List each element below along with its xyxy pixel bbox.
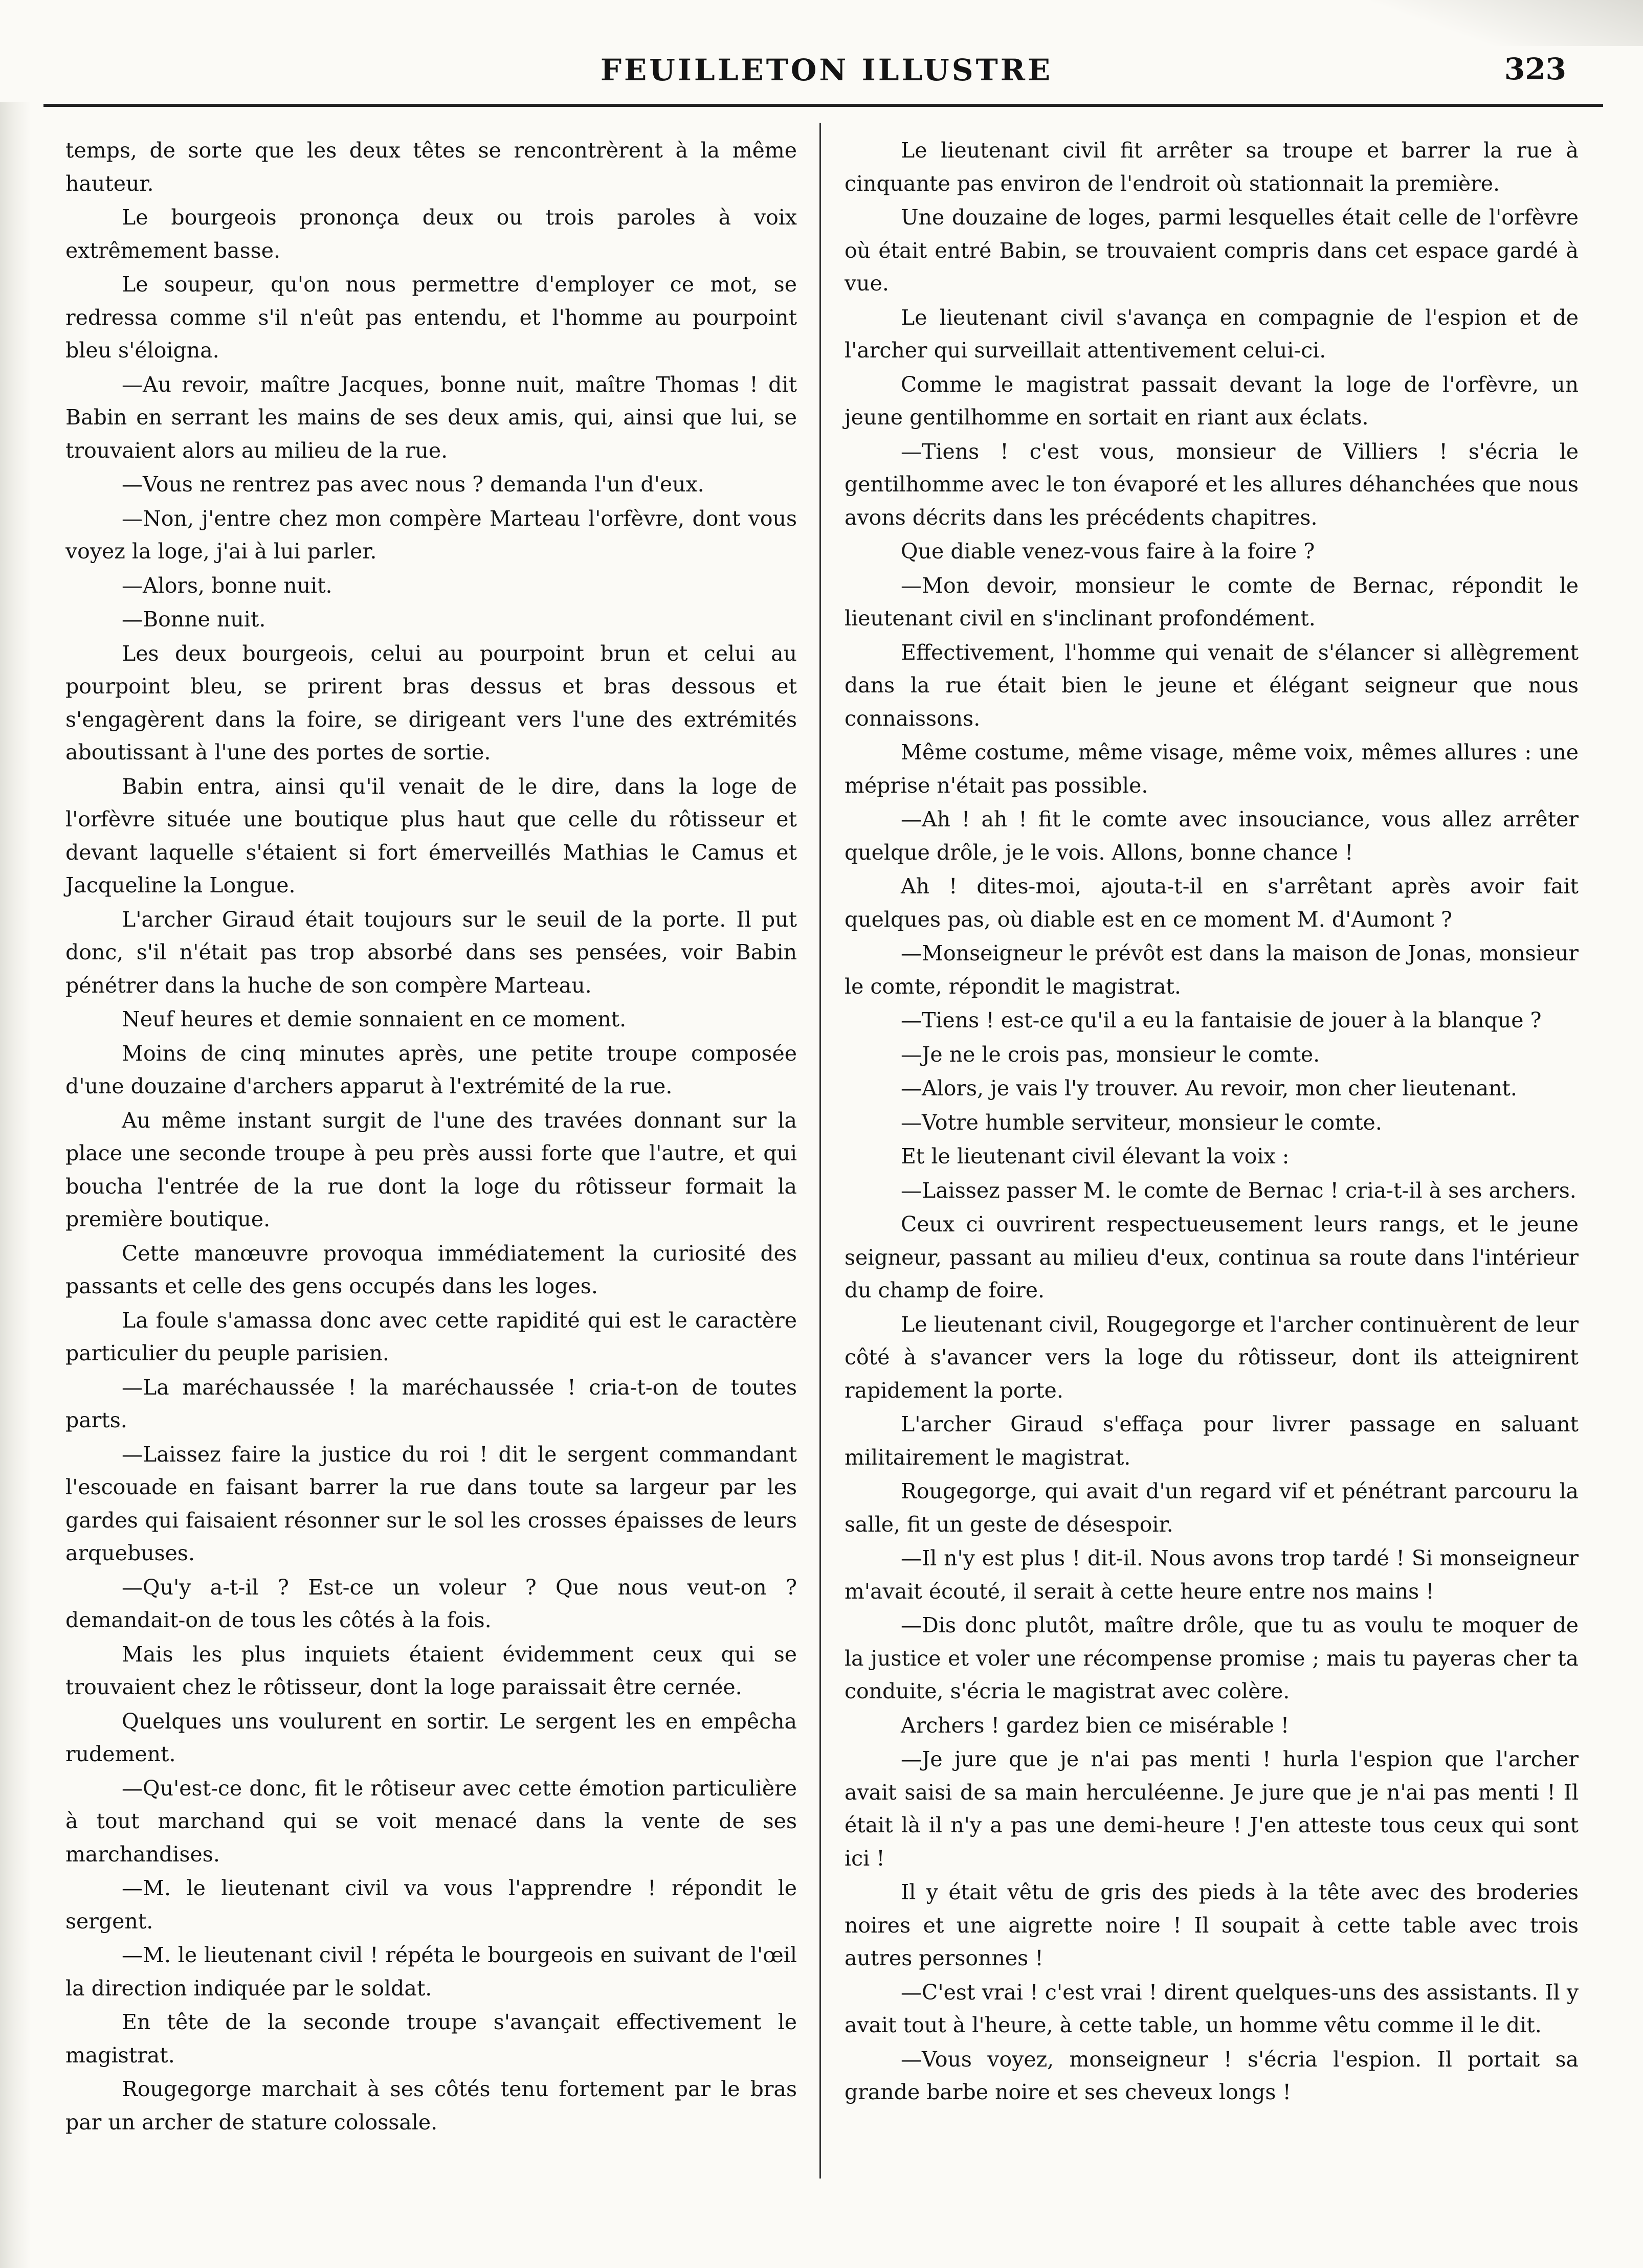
left-column xyxy=(65,134,797,2140)
column-divider xyxy=(819,123,821,2179)
header-rule xyxy=(43,104,1603,107)
paragraph: Comme le magistrat passait devant la loge de l'orfèvre, un jeune gentilhomme en sortait en riant aux éclats. xyxy=(845,372,1579,430)
paragraph: Ah ! dites-moi, ajouta-t-il en s'arrêtant après avoir fait quelques pas, où diable est en ce moment M. d'Aumont ? xyxy=(845,874,1579,932)
paragraph: —Qu'y a-t-il ? Est-ce un voleur ? Que nous veut-on ? demandait-on de tous les côtés à la fois. xyxy=(65,1575,797,1632)
paragraph: Les deux bourgeois, celui au pourpoint brun et celui au pourpoint bleu, se prirent bras dessus et bras dessous et s'engagèrent dans la foire, se dirigeant vers l'une des extrémités aboutissant à l'une des portes de sortie. xyxy=(65,641,797,765)
paragraph: Archers ! gardez bien ce misérable ! xyxy=(901,1713,1290,1738)
scanned-page-edge xyxy=(0,102,31,2268)
paragraph: Mais les plus inquiets étaient évidemment ceux qui se trouvaient chez le rôtisseur, dont la loge paraissait être cernée. xyxy=(65,1642,797,1699)
paragraph: Une douzaine de loges, parmi lesquelles était celle de l'orfèvre où était entré Babin, se trouvaient compris dans cet espace gardé à vue. xyxy=(845,205,1579,296)
paragraph: —Au revoir, maître Jacques, bonne nuit, maître Thomas ! dit Babin en serrant les mains de ses deux amis, qui, ainsi que lui, se trouvaient alors au milieu de la rue. xyxy=(65,372,797,463)
paragraph: —Il n'y est plus ! dit-il. Nous avons trop tardé ! Si monseigneur m'avait écouté, il serait à cette heure entre nos mains ! xyxy=(845,1546,1579,1604)
paragraph: Cette manœuvre provoqua immédiatement la curiosité des passants et celle des gens occupés dans les loges. xyxy=(65,1241,797,1298)
page-number: 323 xyxy=(1504,52,1566,86)
paragraph: Le lieutenant civil s'avança en compagnie de l'espion et de l'archer qui surveillait attentivement celui-ci. xyxy=(845,305,1579,363)
paragraph: —Je ne le crois pas, monsieur le comte. xyxy=(901,1042,1320,1067)
paragraph: —Votre humble serviteur, monsieur le comte. xyxy=(901,1110,1382,1135)
paragraph: Le bourgeois prononça deux ou trois paroles à voix extrêmement basse. xyxy=(65,205,797,263)
paragraph: L'archer Giraud s'effaça pour livrer passage en saluant militairement le magistrat. xyxy=(845,1412,1579,1470)
paragraph: —Je jure que je n'ai pas menti ! hurla l'espion que l'archer avait saisi de sa main herculéenne. Je jure que je n'ai pas menti ! Il était là il n'y a pas une demi-heure ! J'en atteste tous ceux qui sont ici ! xyxy=(845,1747,1579,1871)
paragraph: Même costume, même visage, même voix, mêmes allures : une méprise n'était pas possible. xyxy=(845,740,1579,798)
paragraph: —Alors, je vais l'y trouver. Au revoir, mon cher lieutenant. xyxy=(901,1076,1517,1101)
paragraph: Au même instant surgit de l'une des travées donnant sur la place une seconde troupe à peu près aussi forte que l'autre, et qui boucha l'entrée de la rue dont la loge du rôtisseur formait la première boutique. xyxy=(65,1108,797,1231)
scan-smudge xyxy=(1371,0,1643,46)
paragraph: La foule s'amassa donc avec cette rapidité qui est le caractère particulier du peuple parisien. xyxy=(65,1308,797,1365)
paragraph: Neuf heures et demie sonnaient en ce moment. xyxy=(122,1007,627,1031)
paragraph: —La maréchaussée ! la maréchaussée ! cria-t-on de toutes parts. xyxy=(65,1375,797,1432)
paragraph: Le soupeur, qu'on nous permettre d'employer ce mot, se redressa comme s'il n'eût pas entendu, et l'homme au pourpoint bleu s'éloigna. xyxy=(65,272,797,363)
paragraph: Le lieutenant civil fit arrêter sa troupe et barrer la rue à cinquante pas environ de l'endroit où stationnait la première. xyxy=(845,138,1579,196)
right-column xyxy=(845,134,1579,2110)
paragraph: —Monseigneur le prévôt est dans la maison de Jonas, monsieur le comte, répondit le magistrat. xyxy=(845,941,1579,999)
paragraph: —C'est vrai ! c'est vrai ! dirent quelques-uns des assistants. Il y avait tout à l'heure, à cette table, un homme vêtu comme il le dit. xyxy=(845,1980,1579,2037)
paragraph: Rougegorge marchait à ses côtés tenu fortement par le bras par un archer de stature colossale. xyxy=(65,2077,797,2135)
running-title: FEUILLETON ILLUSTRE xyxy=(600,53,1053,87)
paragraph: —Qu'est-ce donc, fit le rôtiseur avec cette émotion particulière à tout marchand qui se voit menacé dans la vente de ses marchandises. xyxy=(65,1776,797,1867)
paragraph: Et le lieutenant civil élevant la voix : xyxy=(901,1144,1290,1169)
paragraph: —Laissez passer M. le comte de Bernac ! cria-t-il à ses archers. xyxy=(901,1178,1577,1203)
paragraph: Rougegorge, qui avait d'un regard vif et pénétrant parcouru la salle, fit un geste de désespoir. xyxy=(845,1479,1579,1537)
paragraph: L'archer Giraud était toujours sur le seuil de la porte. Il put donc, s'il n'était pas trop absorbé dans ses pensées, voir Babin pénétrer dans la huche de son compère Marteau. xyxy=(65,907,797,998)
paragraph: —Tiens ! est-ce qu'il a eu la fantaisie de jouer à la blanque ? xyxy=(901,1008,1542,1032)
paragraph: —M. le lieutenant civil ! répéta le bourgeois en suivant de l'œil la direction indiquée par le soldat. xyxy=(65,1943,797,2001)
paragraph: Que diable venez-vous faire à la foire ? xyxy=(901,539,1315,564)
paragraph: —Vous ne rentrez pas avec nous ? demanda l'un d'eux. xyxy=(122,472,704,497)
paragraph: temps, de sorte que les deux têtes se rencontrèrent à la même hauteur. xyxy=(65,138,797,196)
paragraph: —Laissez faire la justice du roi ! dit le sergent commandant l'escouade en faisant barrer la rue dans toute sa largeur par les gardes qui faisaient résonner sur le sol les crosses épaisses de leurs arquebuses. xyxy=(65,1442,797,1565)
paragraph: —Dis donc plutôt, maître drôle, que tu as voulu te moquer de la justice et voler une récompense promise ; mais tu payeras cher ta conduite, s'écria le magistrat avec colère. xyxy=(845,1613,1579,1703)
paragraph: Moins de cinq minutes après, une petite troupe composée d'une douzaine d'archers apparut à l'extrémité de la rue. xyxy=(65,1041,797,1098)
paragraph: —Mon devoir, monsieur le comte de Bernac, répondit le lieutenant civil en s'inclinant profondément. xyxy=(845,573,1579,631)
paragraph: Il y était vêtu de gris des pieds à la tête avec des broderies noires et une aigrette noire ! Il soupait à cette table avec trois autres personnes ! xyxy=(845,1880,1579,1970)
paragraph: —Alors, bonne nuit. xyxy=(122,573,332,598)
paragraph: Le lieutenant civil, Rougegorge et l'archer continuèrent de leur côté à s'avancer vers la loge du rôtisseur, dont ils atteignirent rapidement la porte. xyxy=(845,1312,1579,1403)
paragraph: —Ah ! ah ! fit le comte avec insouciance, vous allez arrêter quelque drôle, je le vois. Allons, bonne chance ! xyxy=(845,807,1579,865)
paragraph: Ceux ci ouvrirent respectueusement leurs rangs, et le jeune seigneur, passant au milieu d'eux, continua sa route dans l'intérieur du champ de foire. xyxy=(845,1212,1579,1303)
paragraph: —Bonne nuit. xyxy=(122,607,266,632)
paragraph: —Non, j'entre chez mon compère Marteau l'orfèvre, dont vous voyez la loge, j'ai à lui parler. xyxy=(65,506,797,564)
paragraph: —M. le lieutenant civil va vous l'apprendre ! répondit le sergent. xyxy=(65,1876,797,1934)
paragraph: Quelques uns voulurent en sortir. Le sergent les en empêcha rudement. xyxy=(65,1709,797,1766)
paragraph: Babin entra, ainsi qu'il venait de le dire, dans la loge de l'orfèvre située une boutique plus haut que celle du rôtisseur et devant laquelle s'étaient si fort émerveillés Mathias le Camus et Jacqueline la Longue. xyxy=(65,774,797,897)
paragraph: Effectivement, l'homme qui venait de s'élancer si allègrement dans la rue était bien le jeune et élégant seigneur que nous connaissons. xyxy=(845,640,1579,731)
paragraph: —Tiens ! c'est vous, monsieur de Villiers ! s'écria le gentilhomme avec le ton évaporé et les allures déhanchées que nous avons décrits dans les précédents chapitres. xyxy=(845,439,1579,530)
paragraph: En tête de la seconde troupe s'avançait effectivement le magistrat. xyxy=(65,2010,797,2068)
paragraph: —Vous voyez, monseigneur ! s'écria l'espion. Il portait sa grande barbe noire et ses cheveux longs ! xyxy=(845,2047,1579,2104)
page-header xyxy=(51,49,1602,95)
